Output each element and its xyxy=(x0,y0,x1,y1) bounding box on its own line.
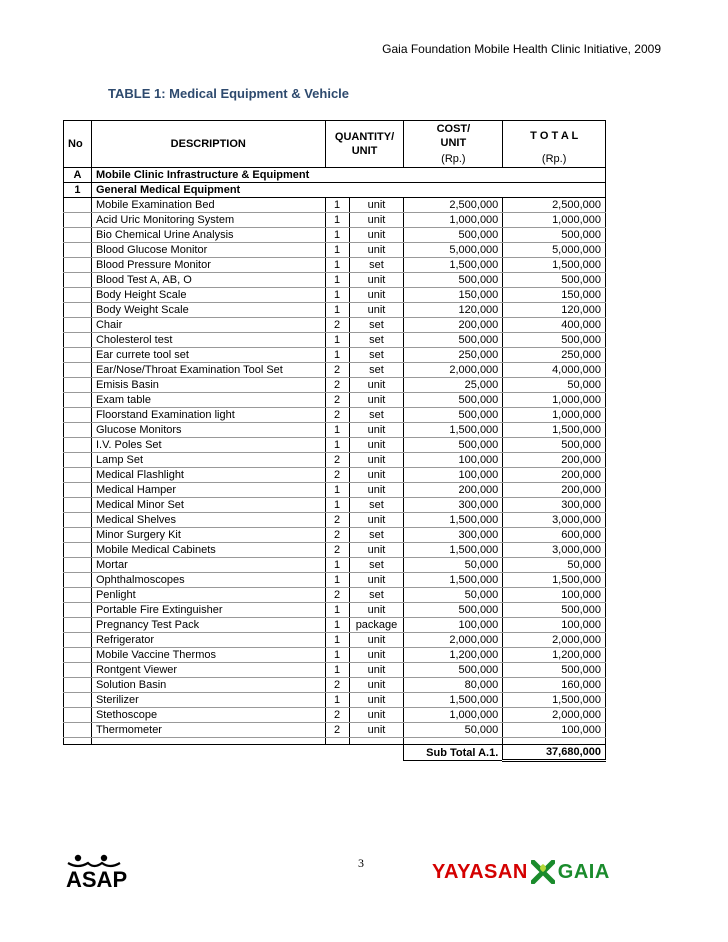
cell-quantity: 1 xyxy=(325,333,349,348)
cell-total: 2,000,000 xyxy=(503,633,606,648)
table-row xyxy=(64,513,606,528)
cell-no xyxy=(64,273,92,288)
cell-quantity: 1 xyxy=(325,663,349,678)
cell-quantity: 1 xyxy=(325,648,349,663)
cell-cost: 1,500,000 xyxy=(404,693,503,708)
cell-quantity: 1 xyxy=(325,603,349,618)
cell-total: 150,000 xyxy=(503,288,606,303)
cell-description: Mobile Examination Bed xyxy=(91,198,325,213)
cell-quantity: 1 xyxy=(325,423,349,438)
cell-total: 200,000 xyxy=(503,453,606,468)
cell-no xyxy=(64,648,92,663)
cell-total: 160,000 xyxy=(503,678,606,693)
cell-total: 500,000 xyxy=(503,273,606,288)
cell-total: 500,000 xyxy=(503,663,606,678)
cell-quantity: 2 xyxy=(325,468,349,483)
cell-quantity: 1 xyxy=(325,228,349,243)
cell-quantity: 2 xyxy=(325,543,349,558)
cell-cost: 80,000 xyxy=(404,678,503,693)
page-number: 3 xyxy=(358,856,364,870)
cell-unit: set xyxy=(349,363,404,378)
table-row xyxy=(64,618,606,633)
cell-cost: 1,000,000 xyxy=(404,213,503,228)
cell-description: Ear/Nose/Throat Examination Tool Set xyxy=(91,363,325,378)
table-row xyxy=(64,543,606,558)
cell-total: 100,000 xyxy=(503,723,606,738)
cell-no xyxy=(64,723,92,738)
cell-quantity: 1 xyxy=(325,273,349,288)
cell-unit: unit xyxy=(349,723,404,738)
cell-total: 50,000 xyxy=(503,558,606,573)
cell-unit: unit xyxy=(349,378,404,393)
cell-unit: set xyxy=(349,333,404,348)
cell-cost: 300,000 xyxy=(404,528,503,543)
cell-total: 500,000 xyxy=(503,333,606,348)
cell-description: Body Height Scale xyxy=(91,288,325,303)
table-row xyxy=(64,333,606,348)
cell-cost: 100,000 xyxy=(404,468,503,483)
table-row xyxy=(64,393,606,408)
cell-no xyxy=(64,558,92,573)
cell-total: 1,200,000 xyxy=(503,648,606,663)
table-row xyxy=(64,573,606,588)
cell-cost: 1,500,000 xyxy=(404,543,503,558)
cell-description: Body Weight Scale xyxy=(91,303,325,318)
cell-cost: 1,000,000 xyxy=(404,708,503,723)
cell-description: Ophthalmoscopes xyxy=(91,573,325,588)
cell-unit: unit xyxy=(349,648,404,663)
equipment-table xyxy=(63,120,606,762)
header-quantity xyxy=(325,121,404,168)
cell-description: I.V. Poles Set xyxy=(91,438,325,453)
cell-unit: set xyxy=(349,318,404,333)
cell-quantity: 1 xyxy=(325,258,349,273)
header-description: DESCRIPTION xyxy=(91,121,325,168)
cell-no xyxy=(64,528,92,543)
cell-no xyxy=(64,543,92,558)
cell-description: Ear currete tool set xyxy=(91,348,325,363)
table-row xyxy=(64,288,606,303)
cell-total: 2,000,000 xyxy=(503,708,606,723)
cell-unit: set xyxy=(349,528,404,543)
cell-total: 300,000 xyxy=(503,498,606,513)
cell-quantity: 1 xyxy=(325,438,349,453)
cell-quantity: 1 xyxy=(325,243,349,258)
cell-empty xyxy=(325,738,349,745)
cell-quantity: 1 xyxy=(325,558,349,573)
cell-unit: unit xyxy=(349,303,404,318)
cell-total: 100,000 xyxy=(503,588,606,603)
table-row xyxy=(64,678,606,693)
cell-quantity: 1 xyxy=(325,303,349,318)
cell-unit: unit xyxy=(349,708,404,723)
cell-description: Refrigerator xyxy=(91,633,325,648)
cell-no xyxy=(64,618,92,633)
cell-no xyxy=(64,393,92,408)
table-row xyxy=(64,378,606,393)
cell-total: 500,000 xyxy=(503,603,606,618)
cell-description: Blood Glucose Monitor xyxy=(91,243,325,258)
cell-cost: 1,500,000 xyxy=(404,423,503,438)
cell-quantity: 2 xyxy=(325,723,349,738)
cell-quantity: 1 xyxy=(325,693,349,708)
table-row xyxy=(64,318,606,333)
logo-gaia-text: GAIA xyxy=(557,860,610,883)
table-row xyxy=(64,498,606,513)
cell-empty xyxy=(503,738,606,745)
cell-quantity: 1 xyxy=(325,198,349,213)
cell-unit: unit xyxy=(349,693,404,708)
cell-no xyxy=(64,288,92,303)
cell-no xyxy=(64,438,92,453)
cell-cost: 300,000 xyxy=(404,498,503,513)
cell-total: 500,000 xyxy=(503,228,606,243)
cell-description: Emisis Basin xyxy=(91,378,325,393)
cell-cost: 200,000 xyxy=(404,483,503,498)
table-title: TABLE 1: Medical Equipment & Vehicle xyxy=(108,86,350,101)
table-row xyxy=(64,588,606,603)
cell-description: Sterilizer xyxy=(91,693,325,708)
section-1-row xyxy=(64,183,606,198)
table-row xyxy=(64,348,606,363)
cell-description: Thermometer xyxy=(91,723,325,738)
header-quantity-line2: UNIT xyxy=(351,145,378,157)
header-cost xyxy=(404,121,503,152)
cell-description: Floorstand Examination light xyxy=(91,408,325,423)
gaia-leaf-icon xyxy=(531,860,555,884)
table-row xyxy=(64,468,606,483)
table-row xyxy=(64,363,606,378)
cell-unit: unit xyxy=(349,483,404,498)
cell-cost: 25,000 xyxy=(404,378,503,393)
table-row xyxy=(64,663,606,678)
cell-unit: unit xyxy=(349,213,404,228)
yayasan-gaia-logo xyxy=(432,858,610,886)
cell-empty xyxy=(64,738,92,745)
table-row xyxy=(64,693,606,708)
cell-unit: unit xyxy=(349,288,404,303)
header-cost-line2: UNIT xyxy=(440,137,467,150)
header-cost-line1: COST/ xyxy=(436,123,471,136)
cell-quantity: 1 xyxy=(325,288,349,303)
cell-total: 3,000,000 xyxy=(503,543,606,558)
cell-description: Exam table xyxy=(91,393,325,408)
cell-cost: 500,000 xyxy=(404,438,503,453)
table-row xyxy=(64,453,606,468)
cell-unit: unit xyxy=(349,228,404,243)
cell-unit: unit xyxy=(349,393,404,408)
header-total-sub: (Rp.) xyxy=(503,152,606,168)
cell-cost: 500,000 xyxy=(404,408,503,423)
cell-total: 400,000 xyxy=(503,318,606,333)
asap-logo xyxy=(64,853,144,889)
cell-description: Mobile Vaccine Thermos xyxy=(91,648,325,663)
cell-no xyxy=(64,408,92,423)
cell-quantity: 2 xyxy=(325,318,349,333)
cell-empty xyxy=(64,745,404,761)
cell-description: Penlight xyxy=(91,588,325,603)
cell-quantity: 2 xyxy=(325,393,349,408)
cell-description: Medical Flashlight xyxy=(91,468,325,483)
cell-total: 4,000,000 xyxy=(503,363,606,378)
cell-total: 1,500,000 xyxy=(503,573,606,588)
header-quantity-line1: QUANTITY/ xyxy=(334,131,395,143)
subtotal-label: Sub Total A.1. xyxy=(404,745,503,761)
cell-total: 120,000 xyxy=(503,303,606,318)
cell-description: Portable Fire Extinguisher xyxy=(91,603,325,618)
cell-no xyxy=(64,603,92,618)
cell-no xyxy=(64,573,92,588)
cell-description: Medical Hamper xyxy=(91,483,325,498)
table-row xyxy=(64,273,606,288)
cell-cost: 2,500,000 xyxy=(404,198,503,213)
cell-unit: package xyxy=(349,618,404,633)
cell-quantity: 2 xyxy=(325,513,349,528)
table-row xyxy=(64,423,606,438)
table-row xyxy=(64,558,606,573)
cell-total: 1,500,000 xyxy=(503,258,606,273)
cell-unit: unit xyxy=(349,603,404,618)
cell-quantity: 2 xyxy=(325,378,349,393)
cell-quantity: 2 xyxy=(325,363,349,378)
cell-unit: unit xyxy=(349,663,404,678)
cell-no xyxy=(64,588,92,603)
cell-cost: 50,000 xyxy=(404,588,503,603)
cell-quantity: 1 xyxy=(325,213,349,228)
spacer-row xyxy=(64,738,606,745)
cell-quantity: 1 xyxy=(325,498,349,513)
cell-cost: 500,000 xyxy=(404,663,503,678)
cell-description: Rontgent Viewer xyxy=(91,663,325,678)
cell-cost: 50,000 xyxy=(404,723,503,738)
cell-unit: set xyxy=(349,588,404,603)
header-cost-sub: (Rp.) xyxy=(404,152,503,168)
header-total: T O T A L xyxy=(503,121,606,152)
cell-unit: set xyxy=(349,558,404,573)
cell-quantity: 1 xyxy=(325,348,349,363)
section-a-label: Mobile Clinic Infrastructure & Equipment xyxy=(91,168,605,183)
cell-cost: 1,200,000 xyxy=(404,648,503,663)
cell-no xyxy=(64,303,92,318)
cell-quantity: 1 xyxy=(325,483,349,498)
cell-description: Mobile Medical Cabinets xyxy=(91,543,325,558)
cell-cost: 1,500,000 xyxy=(404,573,503,588)
cell-total: 200,000 xyxy=(503,483,606,498)
table-row xyxy=(64,213,606,228)
cell-quantity: 1 xyxy=(325,633,349,648)
table-row xyxy=(64,408,606,423)
cell-total: 5,000,000 xyxy=(503,243,606,258)
cell-cost: 500,000 xyxy=(404,273,503,288)
cell-unit: unit xyxy=(349,198,404,213)
cell-unit: unit xyxy=(349,423,404,438)
cell-quantity: 2 xyxy=(325,678,349,693)
cell-no xyxy=(64,423,92,438)
cell-unit: unit xyxy=(349,543,404,558)
cell-no xyxy=(64,633,92,648)
cell-no xyxy=(64,708,92,723)
cell-unit: set xyxy=(349,408,404,423)
cell-quantity: 1 xyxy=(325,618,349,633)
table-row xyxy=(64,198,606,213)
cell-unit: set xyxy=(349,348,404,363)
cell-unit: unit xyxy=(349,468,404,483)
cell-cost: 2,000,000 xyxy=(404,363,503,378)
cell-total: 1,500,000 xyxy=(503,693,606,708)
header-row-1 xyxy=(64,121,606,152)
cell-unit: unit xyxy=(349,453,404,468)
cell-description: Cholesterol test xyxy=(91,333,325,348)
cell-description: Medical Shelves xyxy=(91,513,325,528)
cell-quantity: 2 xyxy=(325,453,349,468)
cell-total: 1,000,000 xyxy=(503,408,606,423)
cell-description: Chair xyxy=(91,318,325,333)
cell-empty xyxy=(349,738,404,745)
cell-total: 1,000,000 xyxy=(503,393,606,408)
cell-unit: unit xyxy=(349,678,404,693)
cell-description: Solution Basin xyxy=(91,678,325,693)
cell-unit: unit xyxy=(349,243,404,258)
cell-unit: unit xyxy=(349,573,404,588)
cell-description: Bio Chemical Urine Analysis xyxy=(91,228,325,243)
cell-no xyxy=(64,333,92,348)
cell-description: Medical Minor Set xyxy=(91,498,325,513)
cell-cost: 200,000 xyxy=(404,318,503,333)
cell-no xyxy=(64,693,92,708)
cell-description: Stethoscope xyxy=(91,708,325,723)
cell-description: Pregnancy Test Pack xyxy=(91,618,325,633)
cell-cost: 500,000 xyxy=(404,393,503,408)
cell-cost: 1,500,000 xyxy=(404,258,503,273)
cell-unit: unit xyxy=(349,513,404,528)
cell-cost: 100,000 xyxy=(404,453,503,468)
cell-empty xyxy=(91,738,325,745)
cell-no xyxy=(64,498,92,513)
cell-empty xyxy=(404,738,503,745)
cell-quantity: 1 xyxy=(325,573,349,588)
cell-total: 3,000,000 xyxy=(503,513,606,528)
table-row xyxy=(64,723,606,738)
svg-text:ASAP: ASAP xyxy=(66,867,128,889)
cell-total: 500,000 xyxy=(503,438,606,453)
cell-no xyxy=(64,468,92,483)
cell-description: Minor Surgery Kit xyxy=(91,528,325,543)
cell-total: 2,500,000 xyxy=(503,198,606,213)
section-a-no: A xyxy=(64,168,92,183)
cell-description: Mortar xyxy=(91,558,325,573)
section-1-no: 1 xyxy=(64,183,92,198)
cell-unit: set xyxy=(349,258,404,273)
cell-cost: 150,000 xyxy=(404,288,503,303)
cell-no xyxy=(64,663,92,678)
cell-no xyxy=(64,363,92,378)
cell-description: Glucose Monitors xyxy=(91,423,325,438)
cell-cost: 250,000 xyxy=(404,348,503,363)
cell-no xyxy=(64,483,92,498)
page-header: Gaia Foundation Mobile Health Clinic Initiative, 2009 xyxy=(382,42,661,56)
header-no: No xyxy=(64,121,92,168)
cell-total: 250,000 xyxy=(503,348,606,363)
cell-total: 600,000 xyxy=(503,528,606,543)
table-row xyxy=(64,303,606,318)
cell-cost: 100,000 xyxy=(404,618,503,633)
cell-cost: 500,000 xyxy=(404,603,503,618)
table-row xyxy=(64,633,606,648)
cell-unit: unit xyxy=(349,438,404,453)
cell-quantity: 2 xyxy=(325,528,349,543)
cell-cost: 2,000,000 xyxy=(404,633,503,648)
cell-total: 50,000 xyxy=(503,378,606,393)
table-row xyxy=(64,438,606,453)
cell-description: Blood Test A, AB, O xyxy=(91,273,325,288)
cell-quantity: 2 xyxy=(325,708,349,723)
table-row xyxy=(64,528,606,543)
cell-description: Blood Pressure Monitor xyxy=(91,258,325,273)
cell-no xyxy=(64,228,92,243)
table-row xyxy=(64,258,606,273)
cell-no xyxy=(64,318,92,333)
cell-total: 1,500,000 xyxy=(503,423,606,438)
cell-description: Acid Uric Monitoring System xyxy=(91,213,325,228)
table-row xyxy=(64,483,606,498)
cell-cost: 500,000 xyxy=(404,333,503,348)
cell-no xyxy=(64,378,92,393)
section-1-label: General Medical Equipment xyxy=(91,183,605,198)
cell-quantity: 2 xyxy=(325,408,349,423)
cell-cost: 5,000,000 xyxy=(404,243,503,258)
cell-no xyxy=(64,513,92,528)
cell-cost: 500,000 xyxy=(404,228,503,243)
cell-unit: unit xyxy=(349,273,404,288)
section-a-row xyxy=(64,168,606,183)
cell-total: 1,000,000 xyxy=(503,213,606,228)
table-row xyxy=(64,708,606,723)
cell-unit: unit xyxy=(349,633,404,648)
subtotal-value: 37,680,000 xyxy=(503,745,606,761)
cell-cost: 1,500,000 xyxy=(404,513,503,528)
subtotal-row xyxy=(64,745,606,761)
cell-total: 200,000 xyxy=(503,468,606,483)
cell-cost: 120,000 xyxy=(404,303,503,318)
cell-no xyxy=(64,348,92,363)
table-row xyxy=(64,228,606,243)
cell-no xyxy=(64,678,92,693)
cell-no xyxy=(64,213,92,228)
cell-no xyxy=(64,198,92,213)
cell-quantity: 2 xyxy=(325,588,349,603)
cell-unit: set xyxy=(349,498,404,513)
cell-description: Lamp Set xyxy=(91,453,325,468)
table-row xyxy=(64,603,606,618)
logo-yayasan-text: YAYASAN xyxy=(432,860,528,883)
table-row xyxy=(64,243,606,258)
cell-no xyxy=(64,453,92,468)
cell-no xyxy=(64,258,92,273)
cell-no xyxy=(64,243,92,258)
table-row xyxy=(64,648,606,663)
cell-total: 100,000 xyxy=(503,618,606,633)
cell-cost: 50,000 xyxy=(404,558,503,573)
